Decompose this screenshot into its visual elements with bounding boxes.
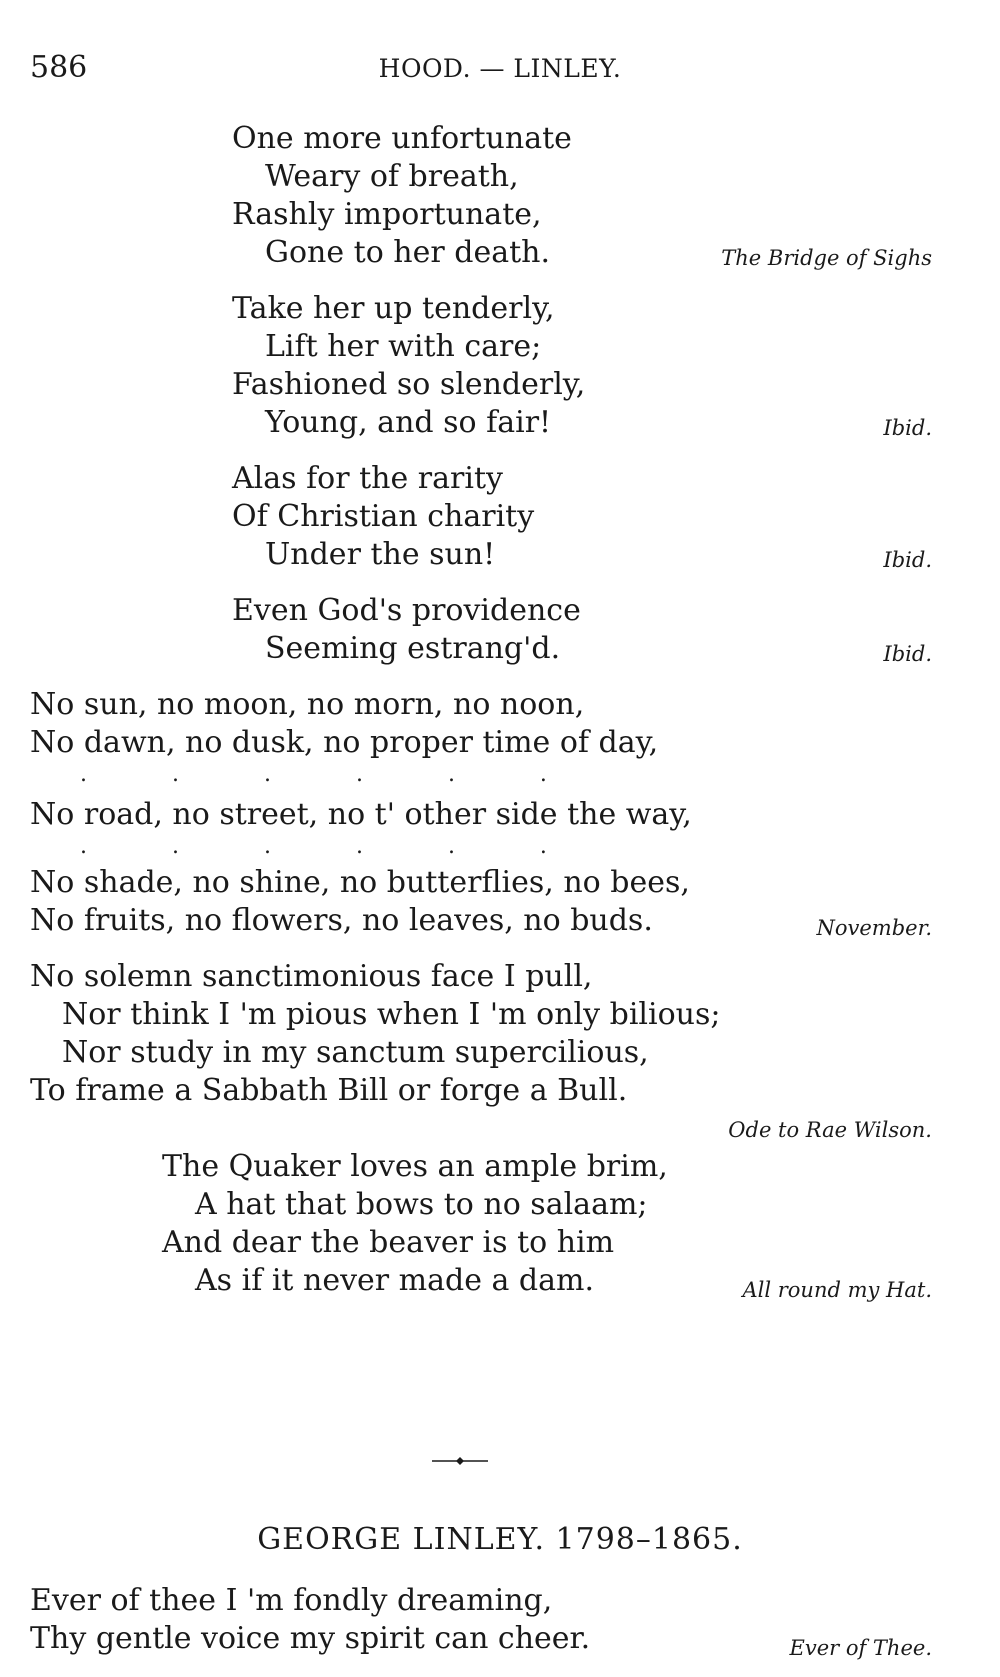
section-heading: GEORGE LINLEY. 1798–1865. (257, 1522, 743, 1557)
verse-line: Young, and so fair! (265, 405, 552, 440)
verse-line: Nor study in my sanctum supercilious, (62, 1035, 649, 1070)
verse-line: No dawn, no dusk, no proper time of day, (30, 725, 659, 760)
verse-line: Nor think I 'm pious when I 'm only bilious; (62, 997, 721, 1032)
verse-line: Take her up tenderly, (232, 291, 555, 326)
verse-line: As if it never made a dam. (195, 1263, 594, 1298)
verse-line: Rashly importunate, (232, 197, 542, 232)
source-citation: Ode to Rae Wilson. (728, 1118, 932, 1142)
ellipsis-row: . . . . . . (80, 834, 547, 859)
verse-line: No shade, no shine, no butterflies, no bees, (30, 865, 690, 900)
verse-line: To frame a Sabbath Bill or forge a Bull. (30, 1073, 628, 1108)
verse-line: No sun, no moon, no morn, no noon, (30, 687, 585, 722)
verse-line: Even God's providence (232, 593, 581, 628)
verse-line: Under the sun! (265, 537, 496, 572)
page-number: 586 (30, 50, 88, 85)
ellipsis-row: . . . . . . (80, 762, 547, 787)
verse-line: Ever of thee I 'm fondly dreaming, (30, 1583, 553, 1618)
source-citation: Ibid. (883, 548, 932, 572)
running-header: HOOD. — LINLEY. (378, 54, 622, 83)
source-citation: The Bridge of Sighs (721, 246, 932, 270)
verse-line: And dear the beaver is to him (162, 1225, 615, 1260)
verse-line: Of Christian charity (232, 499, 535, 534)
verse-line: Lift her with care; (265, 329, 542, 364)
verse-line: Weary of breath, (265, 159, 519, 194)
verse-line: No road, no street, no t' other side the way, (30, 797, 692, 832)
verse-line: One more unfortunate (232, 121, 572, 156)
verse-line: A hat that bows to no salaam; (195, 1187, 648, 1222)
source-citation: Ever of Thee. (789, 1636, 932, 1660)
verse-line: Seeming estrang'd. (265, 631, 561, 666)
source-citation: All round my Hat. (742, 1278, 932, 1302)
verse-line: Alas for the rarity (232, 461, 503, 496)
source-citation: Ibid. (883, 416, 932, 440)
verse-line: Gone to her death. (265, 235, 550, 270)
verse-line: Thy gentle voice my spirit can cheer. (30, 1621, 591, 1656)
verse-line: No fruits, no flowers, no leaves, no buds. (30, 903, 653, 938)
verse-line: Fashioned so slenderly, (232, 367, 586, 402)
verse-line: No solemn sanctimonious face I pull, (30, 959, 593, 994)
ornament-divider (430, 1456, 490, 1466)
source-citation: Ibid. (883, 642, 932, 666)
verse-line: The Quaker loves an ample brim, (162, 1149, 668, 1184)
source-citation: November. (816, 916, 932, 940)
